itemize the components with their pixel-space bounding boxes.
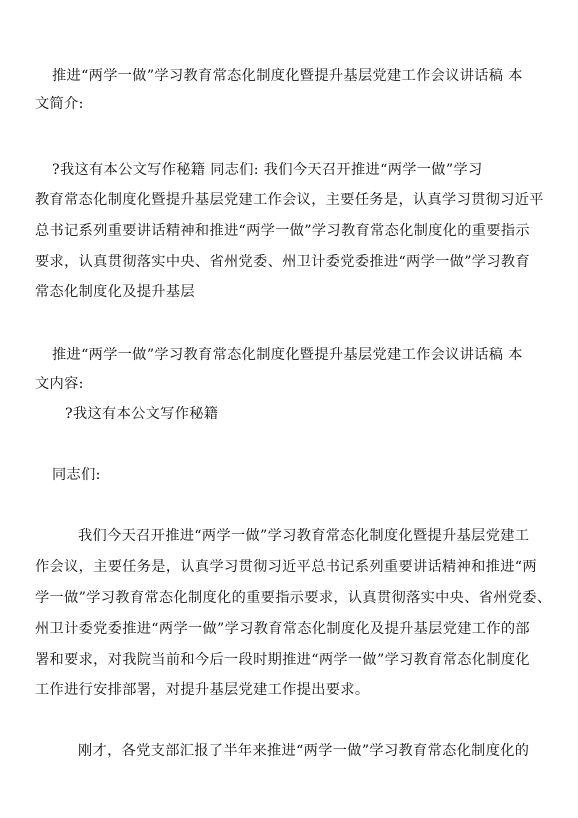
paragraph-line: 署和要求，对我院当前和今后一段时期推进“两学一做”学习教育常态化制度化 bbox=[35, 652, 530, 668]
summary-body-line: 要求，认真贯彻落实中央、省州党委、州卫计委党委推进“两学一做”学习教育 bbox=[35, 254, 530, 270]
paragraph-line: 刚才，各党支部汇报了半年来推进“两学一做”学习教育常态化制度化的 bbox=[78, 743, 530, 759]
summary-body-line: ?我这有本公文写作秘籍 同志们: 我们今天召开推进“两学一做”学习 bbox=[52, 162, 483, 178]
paragraph-line: 我们今天召开推进“两学一做”学习教育常态化制度化暨提升基层党建工 bbox=[78, 528, 530, 544]
summary-body-line: 常态化制度化及提升基层 bbox=[35, 284, 195, 300]
summary-heading: 推进“两学一做”学习教育常态化制度化暨提升基层党建工作会议讲话稿 本 bbox=[52, 68, 523, 84]
content-heading-continued: 文内容: bbox=[35, 376, 84, 392]
paragraph-line: 学一做”学习教育常态化制度化的重要指示要求，认真贯彻落实中央、省州党委、 bbox=[35, 590, 552, 606]
summary-body-line: 总书记系列重要讲话精神和推进“两学一做”学习教育常态化制度化的重要指示 bbox=[35, 223, 530, 239]
salutation: 同志们: bbox=[52, 467, 101, 483]
paragraph-line: 作会议，主要任务是，认真学习贯彻习近平总书记系列重要讲话精神和推进“两 bbox=[35, 559, 537, 575]
content-heading: 推进“两学一做”学习教育常态化制度化暨提升基层党建工作会议讲话稿 本 bbox=[52, 347, 523, 363]
summary-body-line: 教育常态化制度化暨提升基层党建工作会议，主要任务是，认真学习贯彻习近平 bbox=[35, 192, 544, 208]
paragraph-line: 工作进行安排部署，对提升基层党建工作提出要求。 bbox=[35, 682, 370, 698]
paragraph-line: 州卫计委党委推进“两学一做”学习教育常态化制度化及提升基层党建工作的部 bbox=[35, 621, 530, 637]
secret-line: ?我这有本公文写作秘籍 bbox=[65, 406, 219, 422]
summary-heading-continued: 文简介: bbox=[35, 96, 84, 112]
